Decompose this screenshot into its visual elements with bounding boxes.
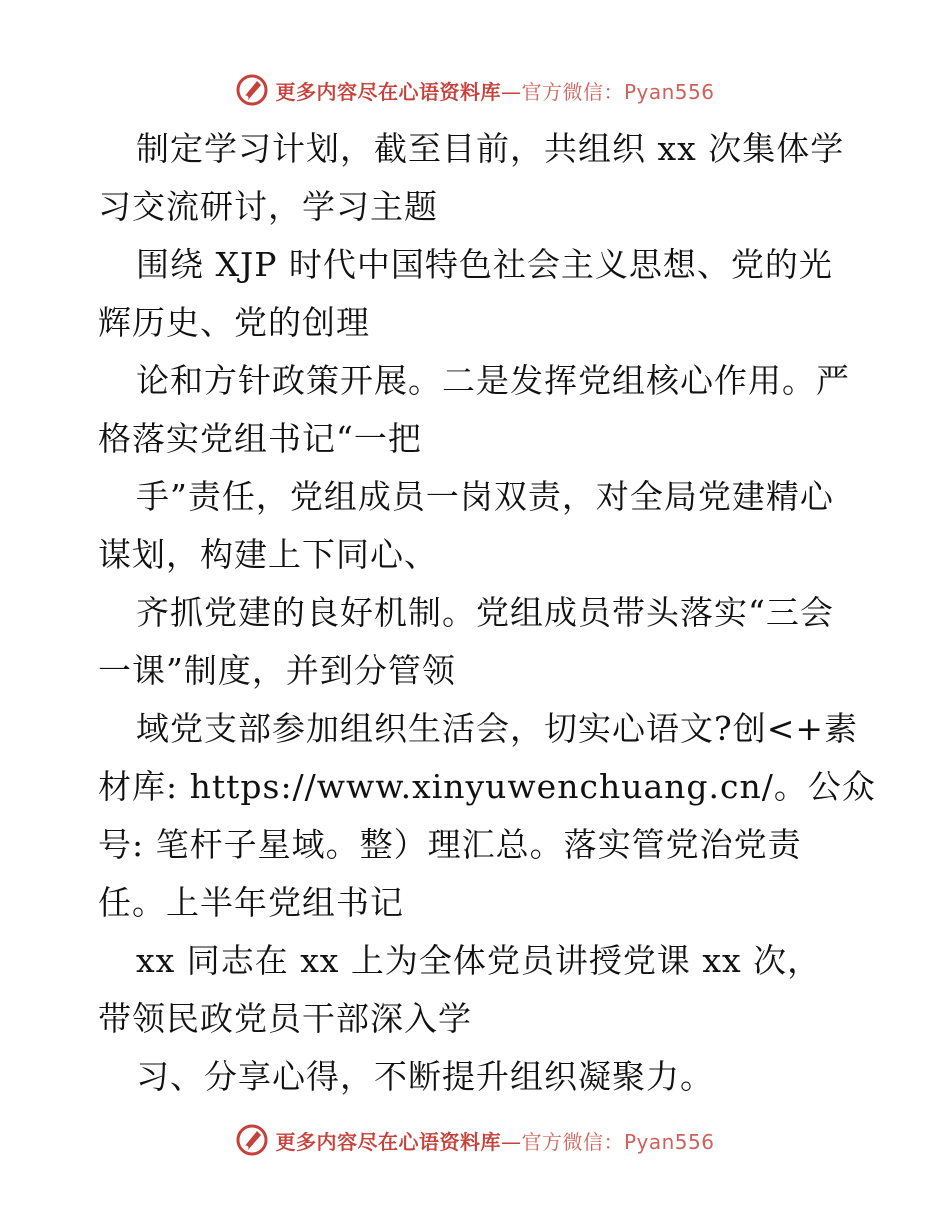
text-line: 习、分享心得，不断提升组织凝聚力。 xyxy=(136,1057,714,1096)
banner-separator: — xyxy=(500,79,522,104)
text-line: 辉历史、党的创理 xyxy=(98,303,370,342)
text-line: 任。上半年党组书记 xyxy=(98,883,404,922)
banner-contact: 官方微信：Pyan556 xyxy=(521,1129,715,1154)
text-line: 论和方针政策开展。二是发挥党组核心作用。严 xyxy=(136,361,850,400)
text-line: 号: 笔杆子星域。整）理汇总。落实管党治党责 xyxy=(98,825,802,864)
text-line: 围绕 XJP 时代中国特色社会主义思想、党的光 xyxy=(136,245,833,284)
text-line: 谋划，构建上下同心、 xyxy=(98,535,438,574)
banner-brand: 更多内容尽在心语资料库 xyxy=(275,79,501,104)
pen-logo-icon xyxy=(235,73,269,107)
text-line: 齐抓党建的良好机制。党组成员带头落实“三会 xyxy=(136,593,834,632)
document-body xyxy=(98,120,876,1106)
text-line: 格落实党组书记“一把 xyxy=(98,419,422,458)
banner-contact: 官方微信：Pyan556 xyxy=(521,79,715,104)
banner-separator: — xyxy=(500,1129,522,1154)
text-line: 习交流研讨，学习主题 xyxy=(98,187,438,226)
pen-logo-icon xyxy=(235,1123,269,1157)
banner-brand: 更多内容尽在心语资料库 xyxy=(275,1129,501,1154)
banner-text xyxy=(275,1126,714,1155)
text-line: 一课”制度，并到分管领 xyxy=(98,651,456,690)
text-line: 手”责任，党组成员一岗双责，对全局党建精心 xyxy=(136,477,834,516)
text-line: 材库: https://www.xinyuwenchuang.cn/。公众 xyxy=(98,767,876,806)
text-line: 域党支部参加组织生活会，切实心语文?创<+素 xyxy=(136,709,858,748)
header-banner xyxy=(0,70,950,110)
banner-text xyxy=(275,76,714,105)
text-line: 制定学习计划，截至目前，共组织 xx 次集体学 xyxy=(136,129,845,168)
text-line: xx 同志在 xx 上为全体党员讲授党课 xx 次， xyxy=(136,941,822,980)
text-line: 带领民政党员干部深入学 xyxy=(98,999,472,1038)
footer-banner xyxy=(0,1120,950,1160)
